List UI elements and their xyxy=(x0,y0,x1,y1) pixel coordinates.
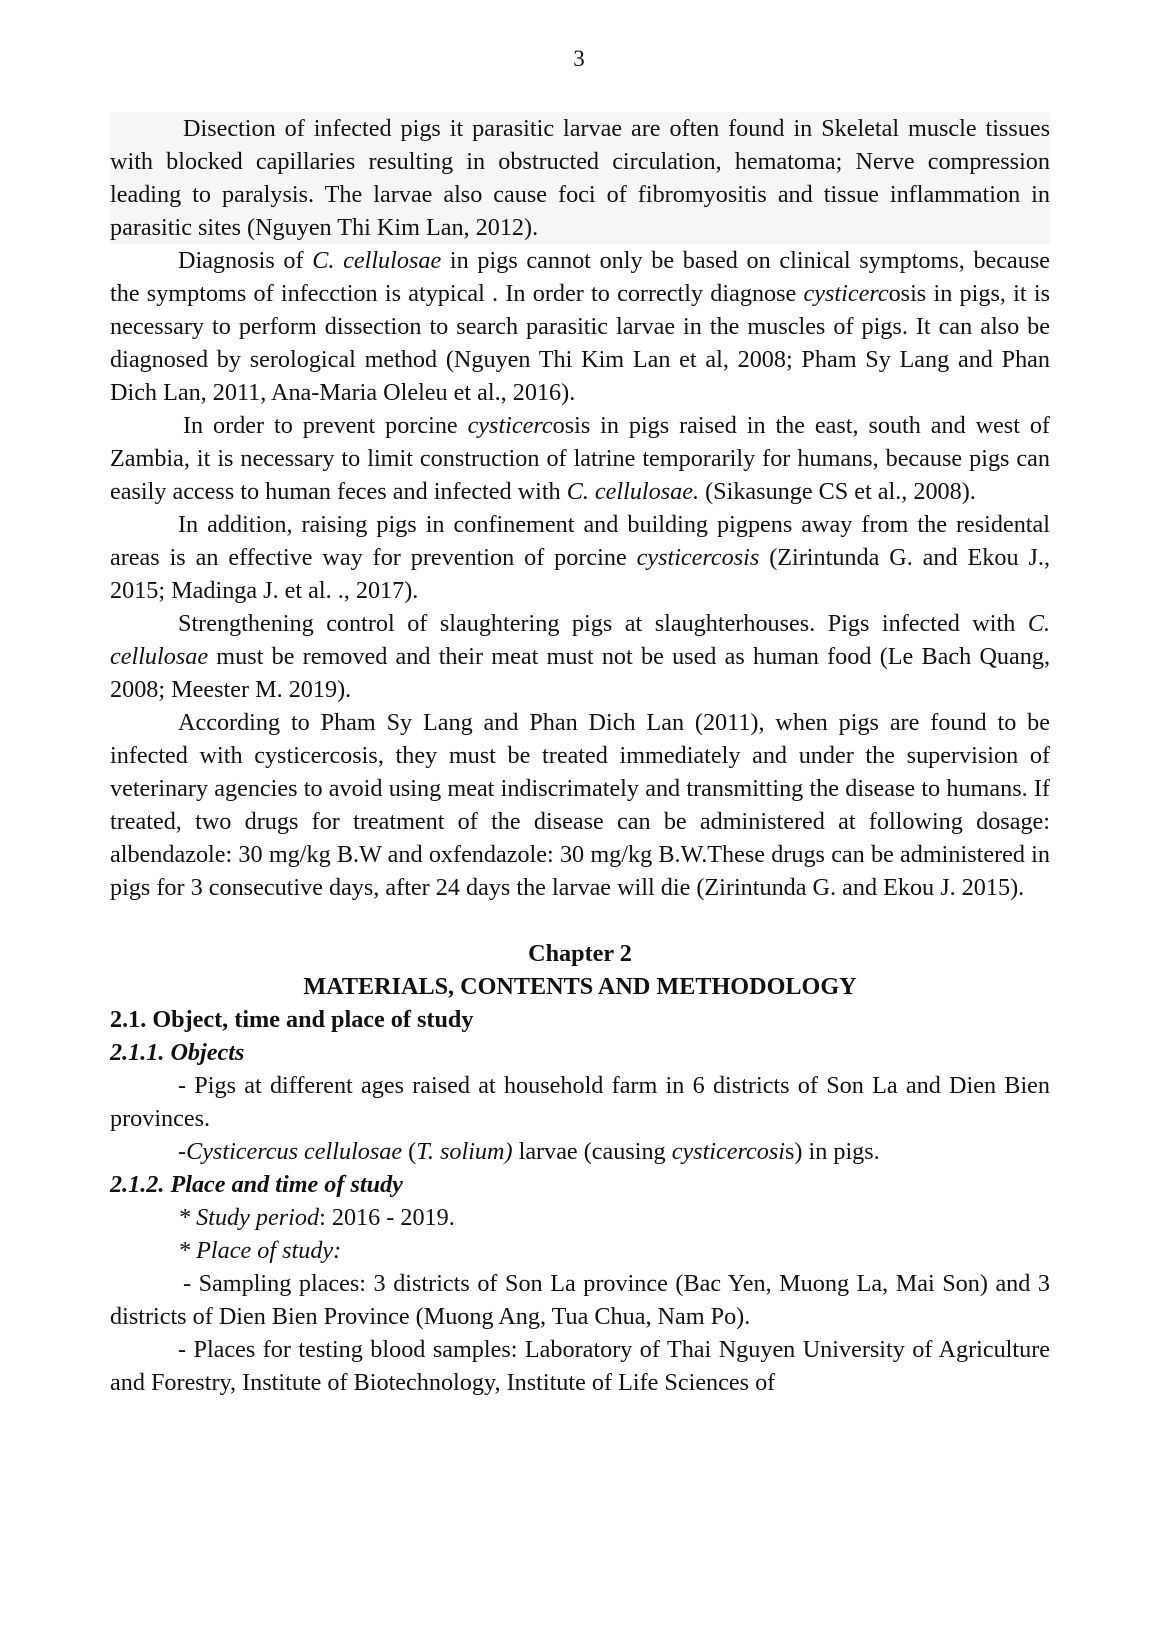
sampling-places: - Sampling places: 3 districts of Son La province (Bac Yen, Muong La, Mai Son) and 3 districts of Dien Bien Province (Muong Ang, Tua Chua, Nam Po). xyxy=(110,1270,1050,1330)
page-body xyxy=(110,112,1050,1399)
italic-species: Cysticercus cellulosae xyxy=(186,1138,403,1165)
italic-species: C. cellulosae xyxy=(110,610,1050,670)
subsection-heading-2-1-2: 2.1.2. Place and time of study xyxy=(110,1171,403,1198)
chapter-title: MATERIALS, CONTENTS AND METHODOLOGY xyxy=(303,973,857,1000)
text-run: larvae (causing xyxy=(512,1138,672,1165)
spacer xyxy=(110,904,1050,937)
text-run: in pigs cannot only be based on clinical symptoms, because the symptoms of infecction is atypical . In order to correctly diagnose xyxy=(110,247,1051,307)
paragraph-treatment xyxy=(110,706,1050,904)
objects-item-pigs: - Pigs at different ages raised at household farm in 6 districts of Son La and Dien Bien provinces. xyxy=(110,1072,1050,1132)
text-run: (Zirintunda G. and Ekou J., 2015; Madinga J. et al. ., 2017). xyxy=(110,544,1050,604)
paragraph-prevention xyxy=(110,409,1050,508)
italic-species: T. solium) xyxy=(416,1138,513,1165)
chapter-label: Chapter 2 xyxy=(528,940,632,967)
testing-places: - Places for testing blood samples: Laboratory of Thai Nguyen University of Agriculture and Forestry, Institute of Biotechnology, Institute of Life Sciences of xyxy=(110,1336,1050,1396)
text-run: In addition, raising pigs in confinement and building pigpens away from the residental areas is an effective way for prevention of porcine xyxy=(110,511,1050,571)
text-run: - xyxy=(178,1138,187,1165)
subsection-heading-2-1-1: 2.1.1. Objects xyxy=(110,1039,245,1066)
paragraph-dissection xyxy=(110,112,1050,244)
italic-species: C. cellulosae xyxy=(312,247,442,274)
text-run: osis in pigs raised in the east, south and west of Zambia, it is necessary to limit construction of latrine temporarily for humans, because pigs can easily access to human feces and infected with xyxy=(110,412,1050,505)
text-run: must be removed and their meat must not be used as human food (Le Bach Quang, 2008; Meester M. 2019). xyxy=(110,643,1050,703)
italic-term: cysticercosis xyxy=(636,544,760,571)
italic-term: cysticercosi xyxy=(671,1138,785,1165)
paragraph-diagnosis xyxy=(110,244,1050,409)
text-run: In order to prevent porcine xyxy=(183,412,468,439)
place-of-study-label: * Place of study: xyxy=(178,1237,342,1264)
paragraph-slaughter-control xyxy=(110,607,1050,706)
objects-item-larvae xyxy=(110,1135,1050,1168)
italic-term: cysticerc xyxy=(467,412,553,439)
italic-species: C. cellulosae. xyxy=(566,478,700,505)
italic-term: cysticerc xyxy=(803,280,889,307)
paragraph-confinement xyxy=(110,508,1050,607)
page-number: 3 xyxy=(573,46,585,71)
text-run: Strengthening control of slaughtering pigs at slaughterhouses. Pigs infected with xyxy=(178,610,1028,637)
text-run: Diagnosis of xyxy=(178,247,313,274)
place-of-study xyxy=(110,1234,1050,1267)
text-run: According to Pham Sy Lang and Phan Dich Lan (2011), when pigs are found to be infected with cysticercosis, they must be treated immediately and under the supervision of veterinary agencies to avoid using meat indiscrimately and transmitting the disease to humans. If treated, two drugs for treatment of the disease can be administered at following dosage: albendazole: 30 mg/kg B.W and oxfendazole: 30 mg/kg B.W.These drugs can be administered in pigs for 3 consecutive days, after 24 days the larvae will die (Zirintunda G. and Ekou J. 2015). xyxy=(110,709,1050,901)
text-run: (Sikasunge CS et al., 2008). xyxy=(699,478,976,505)
text-run: osis in pigs, it is necessary to perform dissection to search parasitic larvae in the muscles of pigs. It can also be diagnosed by serological method (Nguyen Thi Kim Lan et al, 2008; Pham Sy Lang and Phan Dich Lan, 2011, Ana-Maria Oleleu et al., 2016). xyxy=(110,280,1050,406)
text-run: s) in pigs. xyxy=(784,1138,880,1165)
study-period-value: : 2016 - 2019. xyxy=(319,1204,455,1231)
section-heading-2-1: 2.1. Object, time and place of study xyxy=(110,1006,474,1033)
study-period-label: * Study period xyxy=(178,1204,320,1231)
study-period xyxy=(110,1201,1050,1234)
text-run: ( xyxy=(402,1138,417,1165)
paragraph-text: Disection of infected pigs it parasitic larvae are often found in Skeletal muscle tissues with blocked capillaries resulting in obstructed circulation, hematoma; Nerve compression leading to paralysis. The larvae also cause foci of fibromyositis and tissue inflammation in parasitic sites (Nguyen Thi Kim Lan, 2012). xyxy=(110,115,1050,241)
